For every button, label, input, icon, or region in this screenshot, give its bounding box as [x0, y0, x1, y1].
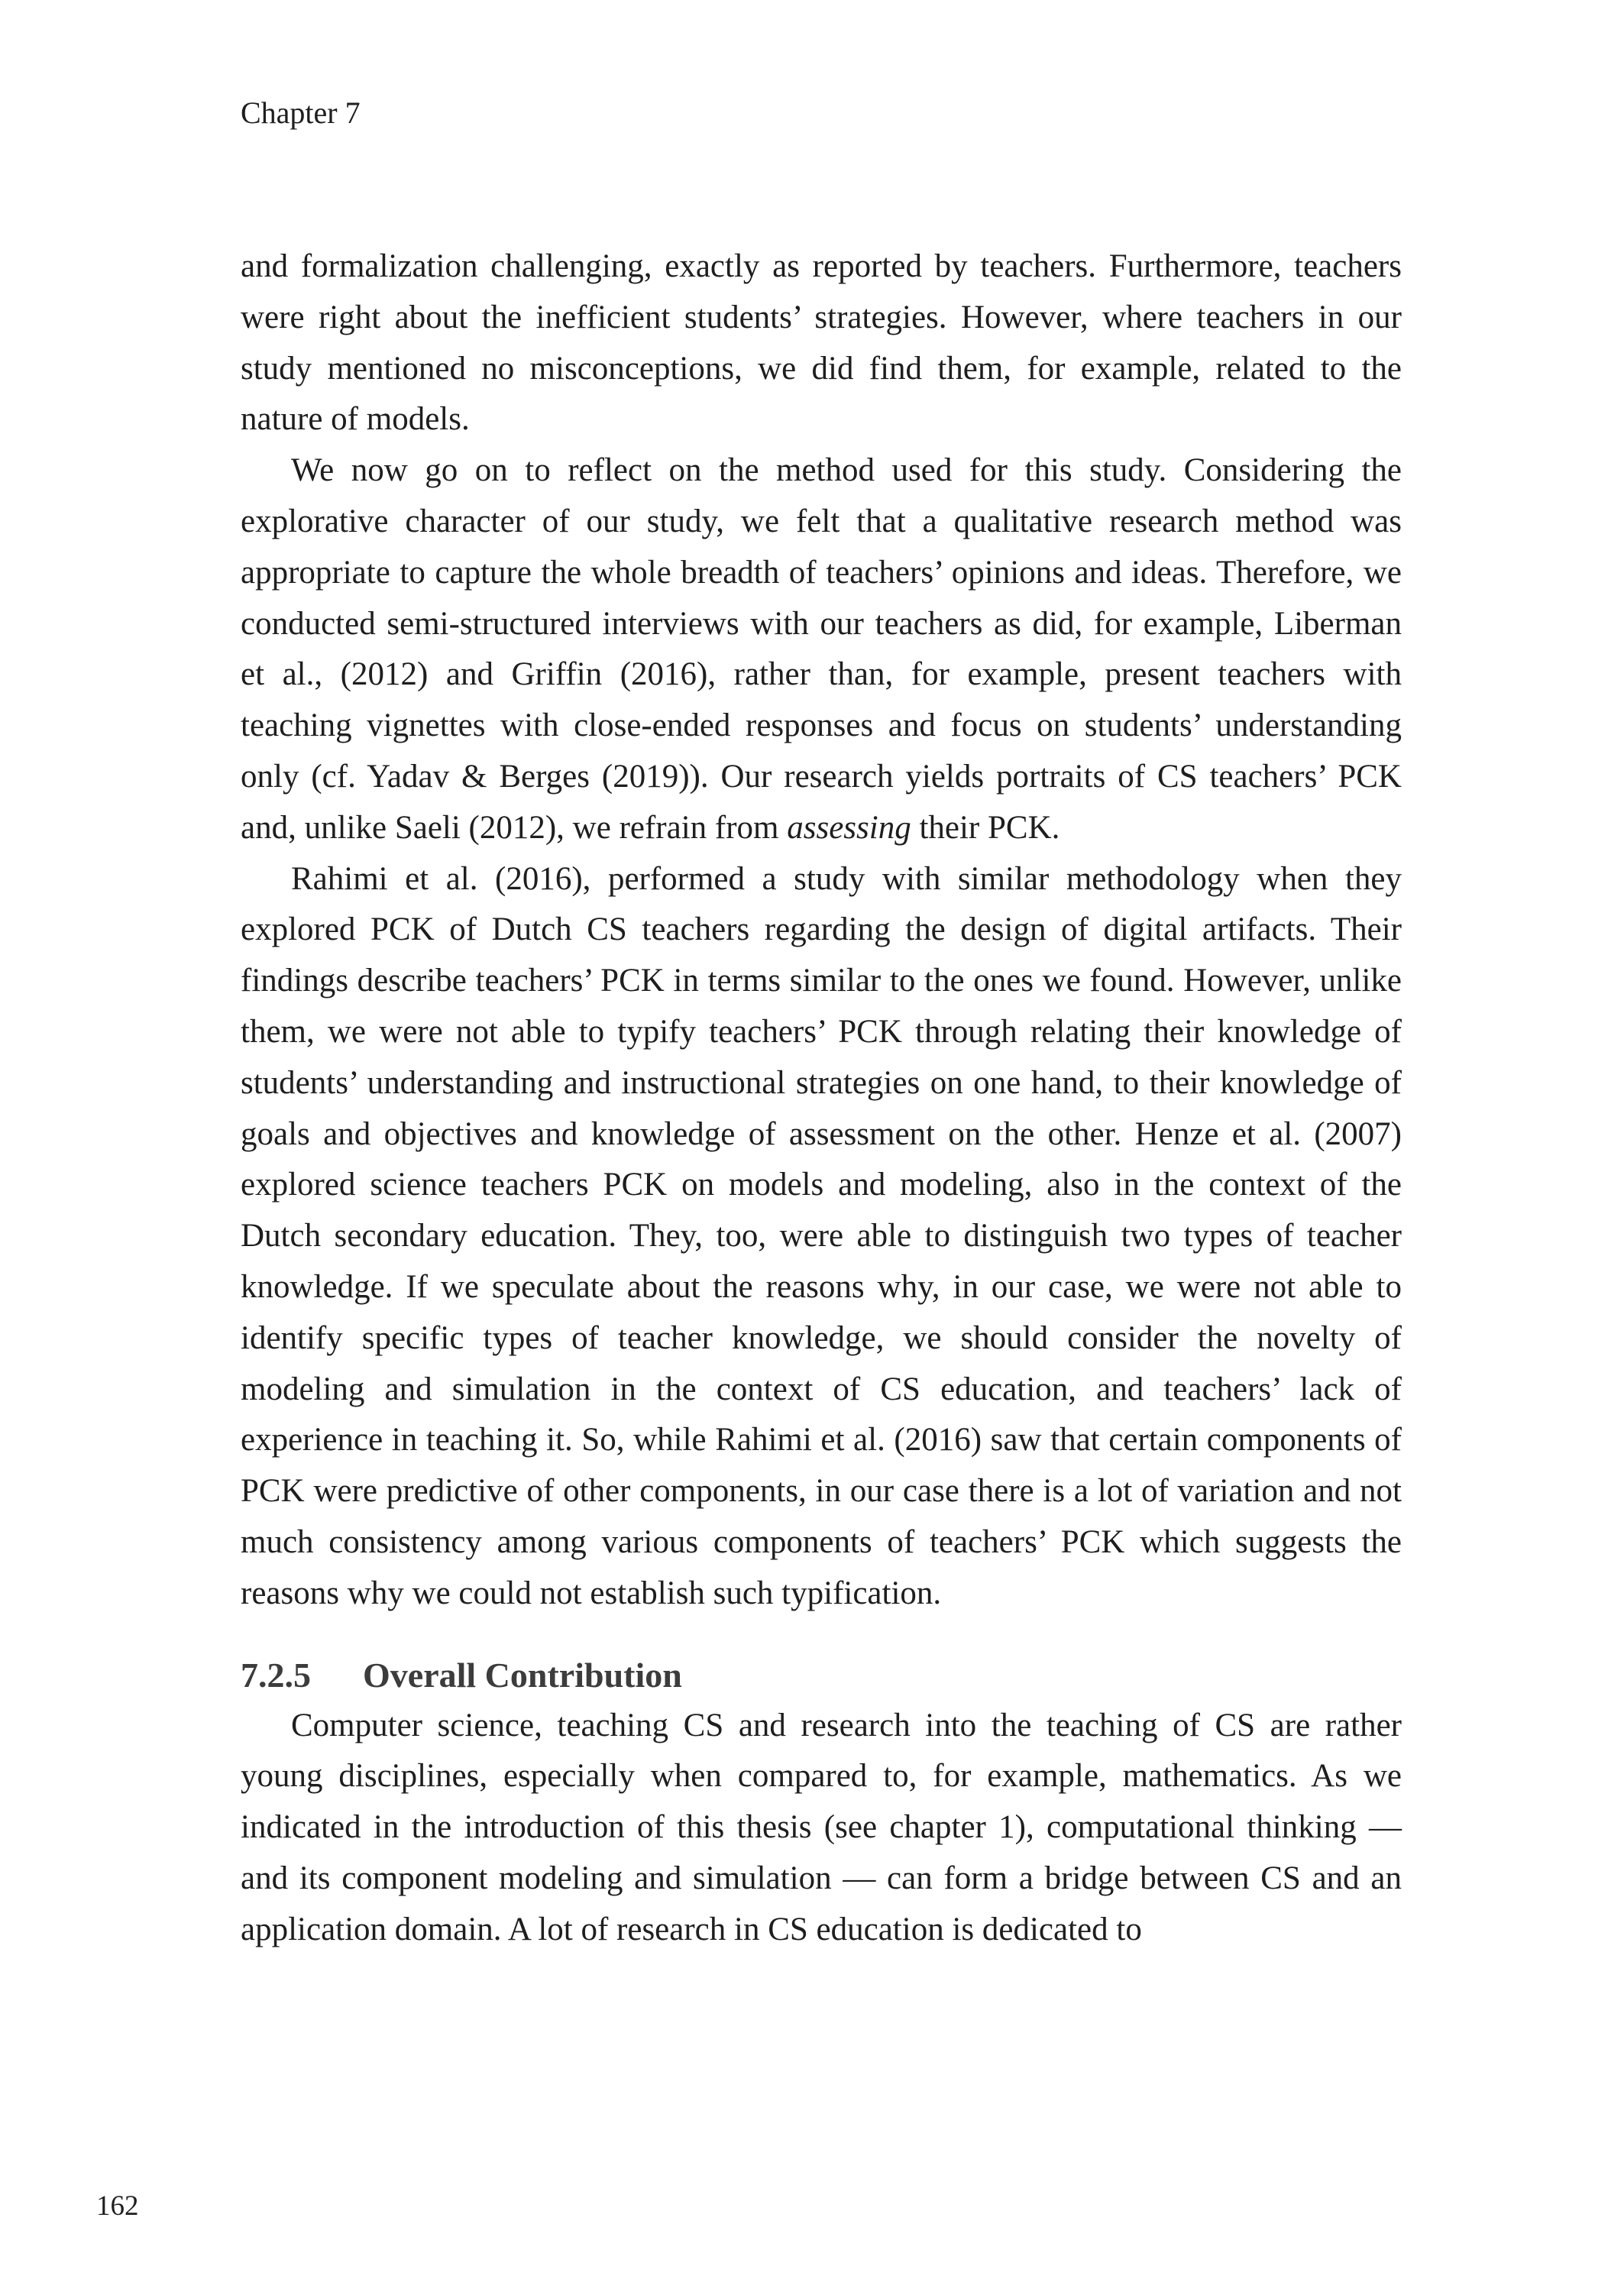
paragraph-3-text: Rahimi et al. (2016), performed a study with similar methodology when they explored PCK of Dutch CS teachers regarding the design of digital artifacts. Their findings describe teachers’ PCK in terms similar to the ones we found. However, unlike them, we were not able to typify teachers’ PCK through relating their knowledge of students’ understanding and instructional strategies on one hand, to their knowledge of goals and objectives and knowledge of assessment on the other. Henze et al. (2007) explored science teachers PCK on models and modeling, also in the context of the Dutch secondary education. They, too, were able to distinguish two types of teacher knowledge. If we speculate about the reasons why, in our case, we were not able to identify specific types of teacher knowledge, we should consider the novelty of modeling and simulation in the context of CS education, and teachers’ lack of experience in teaching it. So, while Rahimi et al. (2016) saw that certain components of PCK were predictive of other components, in our case there is a lot of variation and not much consistency among various components of teachers’ PCK which suggests the reasons why we could not establish such typification.: [241, 860, 1402, 1611]
paragraph-2-text-end: their PCK.: [911, 809, 1060, 846]
paragraph-1-text: and formalization challenging, exactly as reported by teachers. Furthermore, teachers were right about the inefficient students’ strategies. However, where teachers in our study mentioned no misconceptions, we did find them, for example, related to the nature of models.: [241, 248, 1402, 438]
running-head: Chapter 7: [241, 96, 361, 130]
paragraph-2-text: We now go on to reflect on the method used for this study. Considering the explorative character of our study, we felt that a qualitative research method was appropriate to capture the whole breadth of teachers’ opinions and ideas. Therefore, we conducted semi-structured interviews with our teachers as did, for example, Liberman et al., (2012) and Griffin (2016), rather than, for example, present teachers with teaching vignettes with close-ended responses and focus on students’ understanding only (cf. Yadav & Berges (2019)). Our research yields portraits of CS teachers’ PCK and, unlike Saeli (2012), we refrain from: [241, 452, 1402, 846]
page-number: 162: [96, 2190, 139, 2222]
paragraph-4-text: Computer science, teaching CS and research into the teaching of CS are rather young disciplines, especially when compared to, for example, mathematics. As we indicated in the introduction of this thesis (see chapter 1), computational thinking — and its component modeling and simulation — can form a bridge between CS and an application domain. A lot of research in CS education is dedicated to: [241, 1707, 1402, 1947]
paragraph-2-emphasis: assessing: [787, 809, 911, 846]
paragraph-2: [241, 445, 1402, 853]
section-title: Overall Contribution: [363, 1655, 682, 1695]
paragraph-4: [241, 1701, 1402, 1956]
body-text: [241, 241, 1402, 1956]
section-number: 7.2.5: [241, 1655, 311, 1695]
paragraph-1: [241, 241, 1402, 445]
paragraph-3: [241, 854, 1402, 1620]
section-heading: [241, 1650, 1402, 1701]
